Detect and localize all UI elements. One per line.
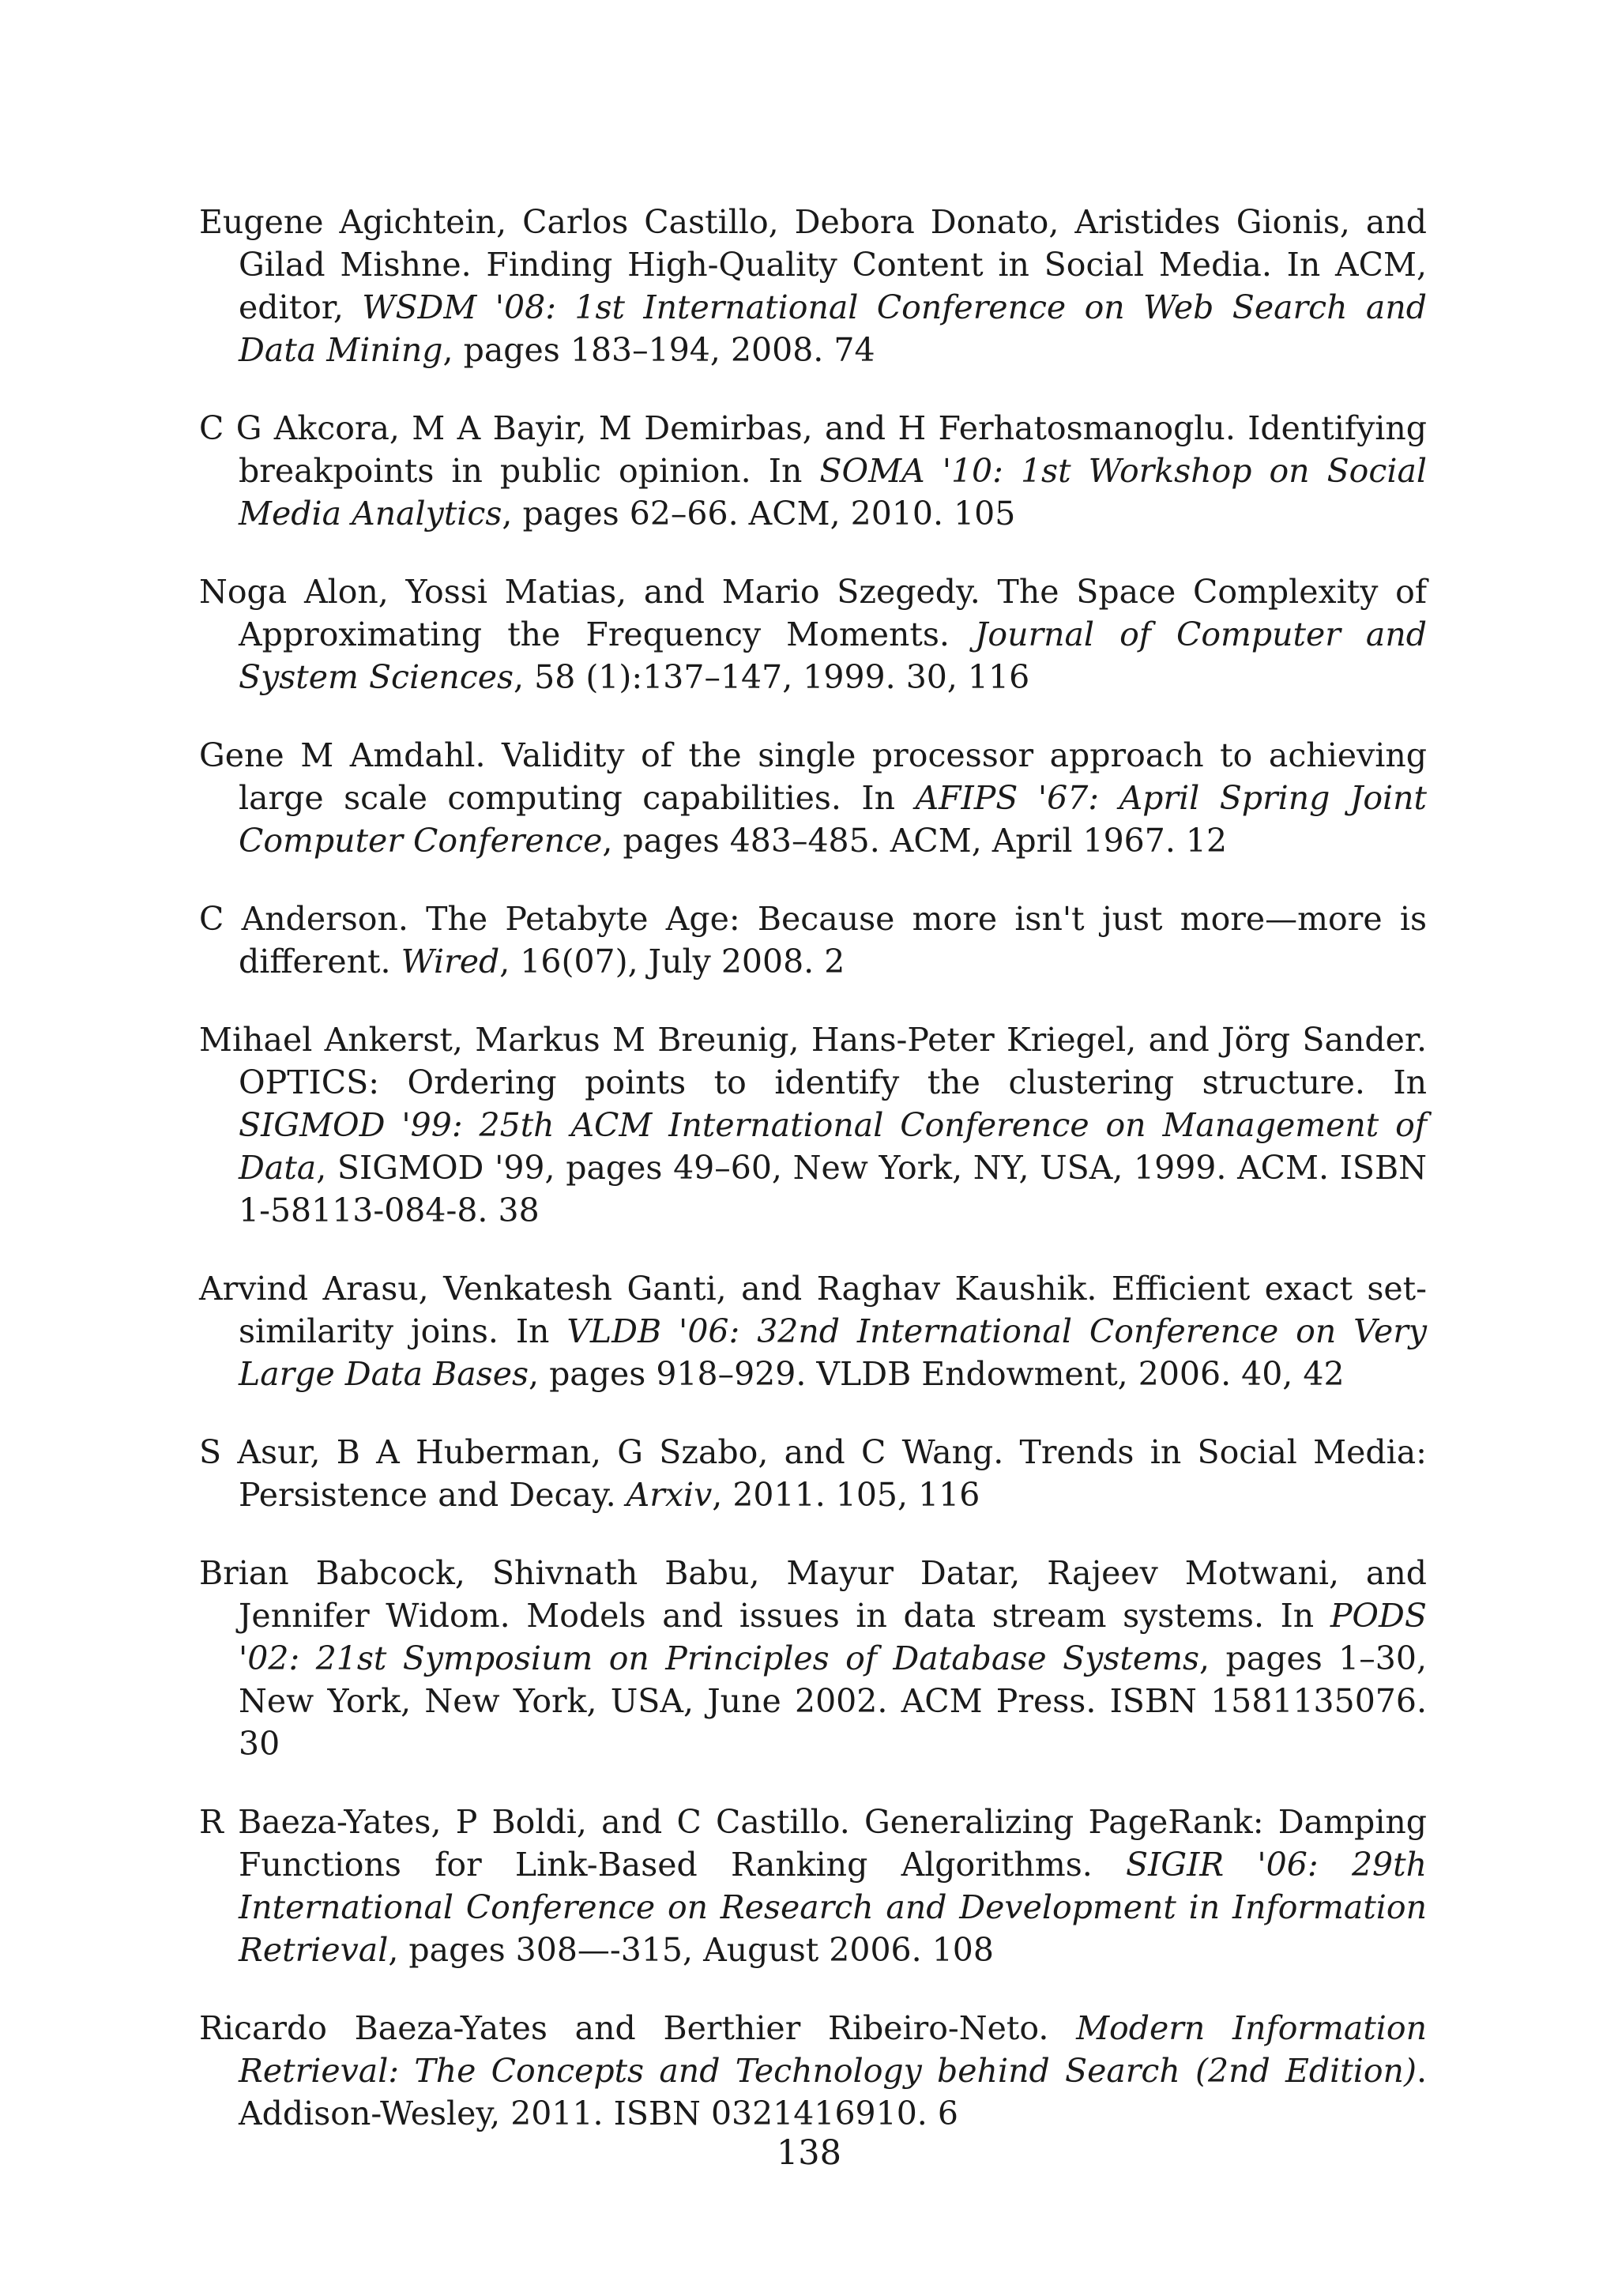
bib-entry — [199, 1267, 1427, 1395]
bib-entry-authors-title: Ricardo Baeza-Yates and Berthier Ribeiro-Neto. — [199, 2009, 1077, 2047]
bib-entry-venue: Modern Information Retrieval: The Concepts and Technology behind Search (2nd Edition) — [239, 2009, 1428, 2090]
bib-entry-authors-title: R Baeza-Yates, P Boldi, and C Castillo. Generalizing PageRank: Damping Functions for Link-Based Ranking Algorithms. — [199, 1803, 1427, 1884]
bib-entry-authors-title: C Anderson. The Petabyte Age: Because more isn't just more—more is different. — [199, 900, 1427, 981]
bib-entry-venue: SIGIR '06: 29th International Conference on Research and Development in Information Retrieval — [239, 1846, 1427, 1969]
bibliography-page — [199, 201, 1427, 2170]
bib-entry-details: , pages 308—-315, August 2006. 108 — [388, 1931, 994, 1969]
bib-entry-venue: WSDM '08: 1st International Conference on Web Search and Data Mining — [239, 288, 1427, 369]
bib-entry — [199, 734, 1427, 862]
bib-entry-authors-title: Eugene Agichtein, Carlos Castillo, Debora Donato, Aristides Gionis, and Gilad Mishne. Finding High-Quality Content in Social Media. In ACM, editor, — [199, 203, 1427, 326]
bib-entry-details: , 2011. 105, 116 — [712, 1476, 980, 1514]
bib-entry-details: , 58 (1):137–147, 1999. 30, 116 — [514, 658, 1030, 696]
bib-entry-details: , pages 183–194, 2008. 74 — [442, 331, 875, 369]
bib-entry-venue: SIGMOD '99: 25th ACM International Conference on Management of Data — [239, 1106, 1427, 1187]
bib-entry — [199, 1018, 1427, 1232]
bib-entry — [199, 1552, 1427, 1765]
bib-entry — [199, 201, 1427, 371]
bib-entry-details: , SIGMOD '99, pages 49–60, New York, NY, USA, 1999. ACM. ISBN 1-58113-084-8. 38 — [239, 1149, 1427, 1229]
bib-entry — [199, 570, 1427, 698]
bib-entry-details: , 16(07), July 2008. 2 — [499, 943, 845, 981]
bib-entry — [199, 898, 1427, 983]
bib-entry-venue: Wired — [401, 943, 500, 981]
bib-entry-details: , pages 483–485. ACM, April 1967. 12 — [602, 822, 1228, 860]
bib-entry — [199, 407, 1427, 535]
bib-entry-venue: AFIPS '67: April Spring Joint Computer Conference — [239, 779, 1427, 860]
bib-entry-venue: Journal of Computer and System Sciences — [239, 615, 1427, 696]
bib-entry — [199, 1801, 1427, 1971]
bib-entry — [199, 2007, 1427, 2135]
bib-entry-authors-title: Brian Babcock, Shivnath Babu, Mayur Datar, Rajeev Motwani, and Jennifer Widom. Models and issues in data stream systems. In — [199, 1554, 1427, 1635]
bib-entry-authors-title: S Asur, B A Huberman, G Szabo, and C Wang. Trends in Social Media: Persistence and Decay. — [199, 1433, 1427, 1514]
bib-entry-details: , pages 62–66. ACM, 2010. 105 — [502, 495, 1016, 533]
bib-entry-venue: Arxiv — [626, 1476, 713, 1514]
bib-entry-authors-title: Mihael Ankerst, Markus M Breunig, Hans-Peter Kriegel, and Jörg Sander. OPTICS: Ordering points to identify the clustering structure. In — [199, 1021, 1427, 1101]
bibliography-list — [199, 201, 1427, 2135]
bib-entry-details: , pages 1–30, New York, New York, USA, June 2002. ACM Press. ISBN 1581135076. 30 — [239, 1639, 1427, 1763]
page-number: 138 — [776, 2133, 842, 2173]
bib-entry-details: , pages 918–929. VLDB Endowment, 2006. 40, 42 — [529, 1355, 1345, 1393]
bib-entry-authors-title: Arvind Arasu, Venkatesh Ganti, and Raghav Kaushik. Efficient exact set-similarity joins. In — [199, 1270, 1427, 1350]
bib-entry-venue: SOMA '10: 1st Workshop on Social Media Analytics — [239, 452, 1427, 533]
bib-entry-venue: VLDB '06: 32nd International Conference on Very Large Data Bases — [239, 1312, 1427, 1393]
bib-entry-authors-title: Gene M Amdahl. Validity of the single processor approach to achieving large scale computing capabilities. In — [199, 736, 1427, 817]
bib-entry-authors-title: Noga Alon, Yossi Matias, and Mario Szegedy. The Space Complexity of Approximating the Frequency Moments. — [199, 573, 1427, 653]
bib-entry-authors-title: C G Akcora, M A Bayir, M Demirbas, and H Ferhatosmanoglu. Identifying breakpoints in public opinion. In — [199, 409, 1427, 490]
bib-entry-venue: PODS '02: 21st Symposium on Principles of Database Systems — [239, 1597, 1427, 1677]
bib-entry — [199, 1431, 1427, 1516]
bib-entry-details: . Addison-Wesley, 2011. ISBN 0321416910. 6 — [239, 2052, 1427, 2132]
